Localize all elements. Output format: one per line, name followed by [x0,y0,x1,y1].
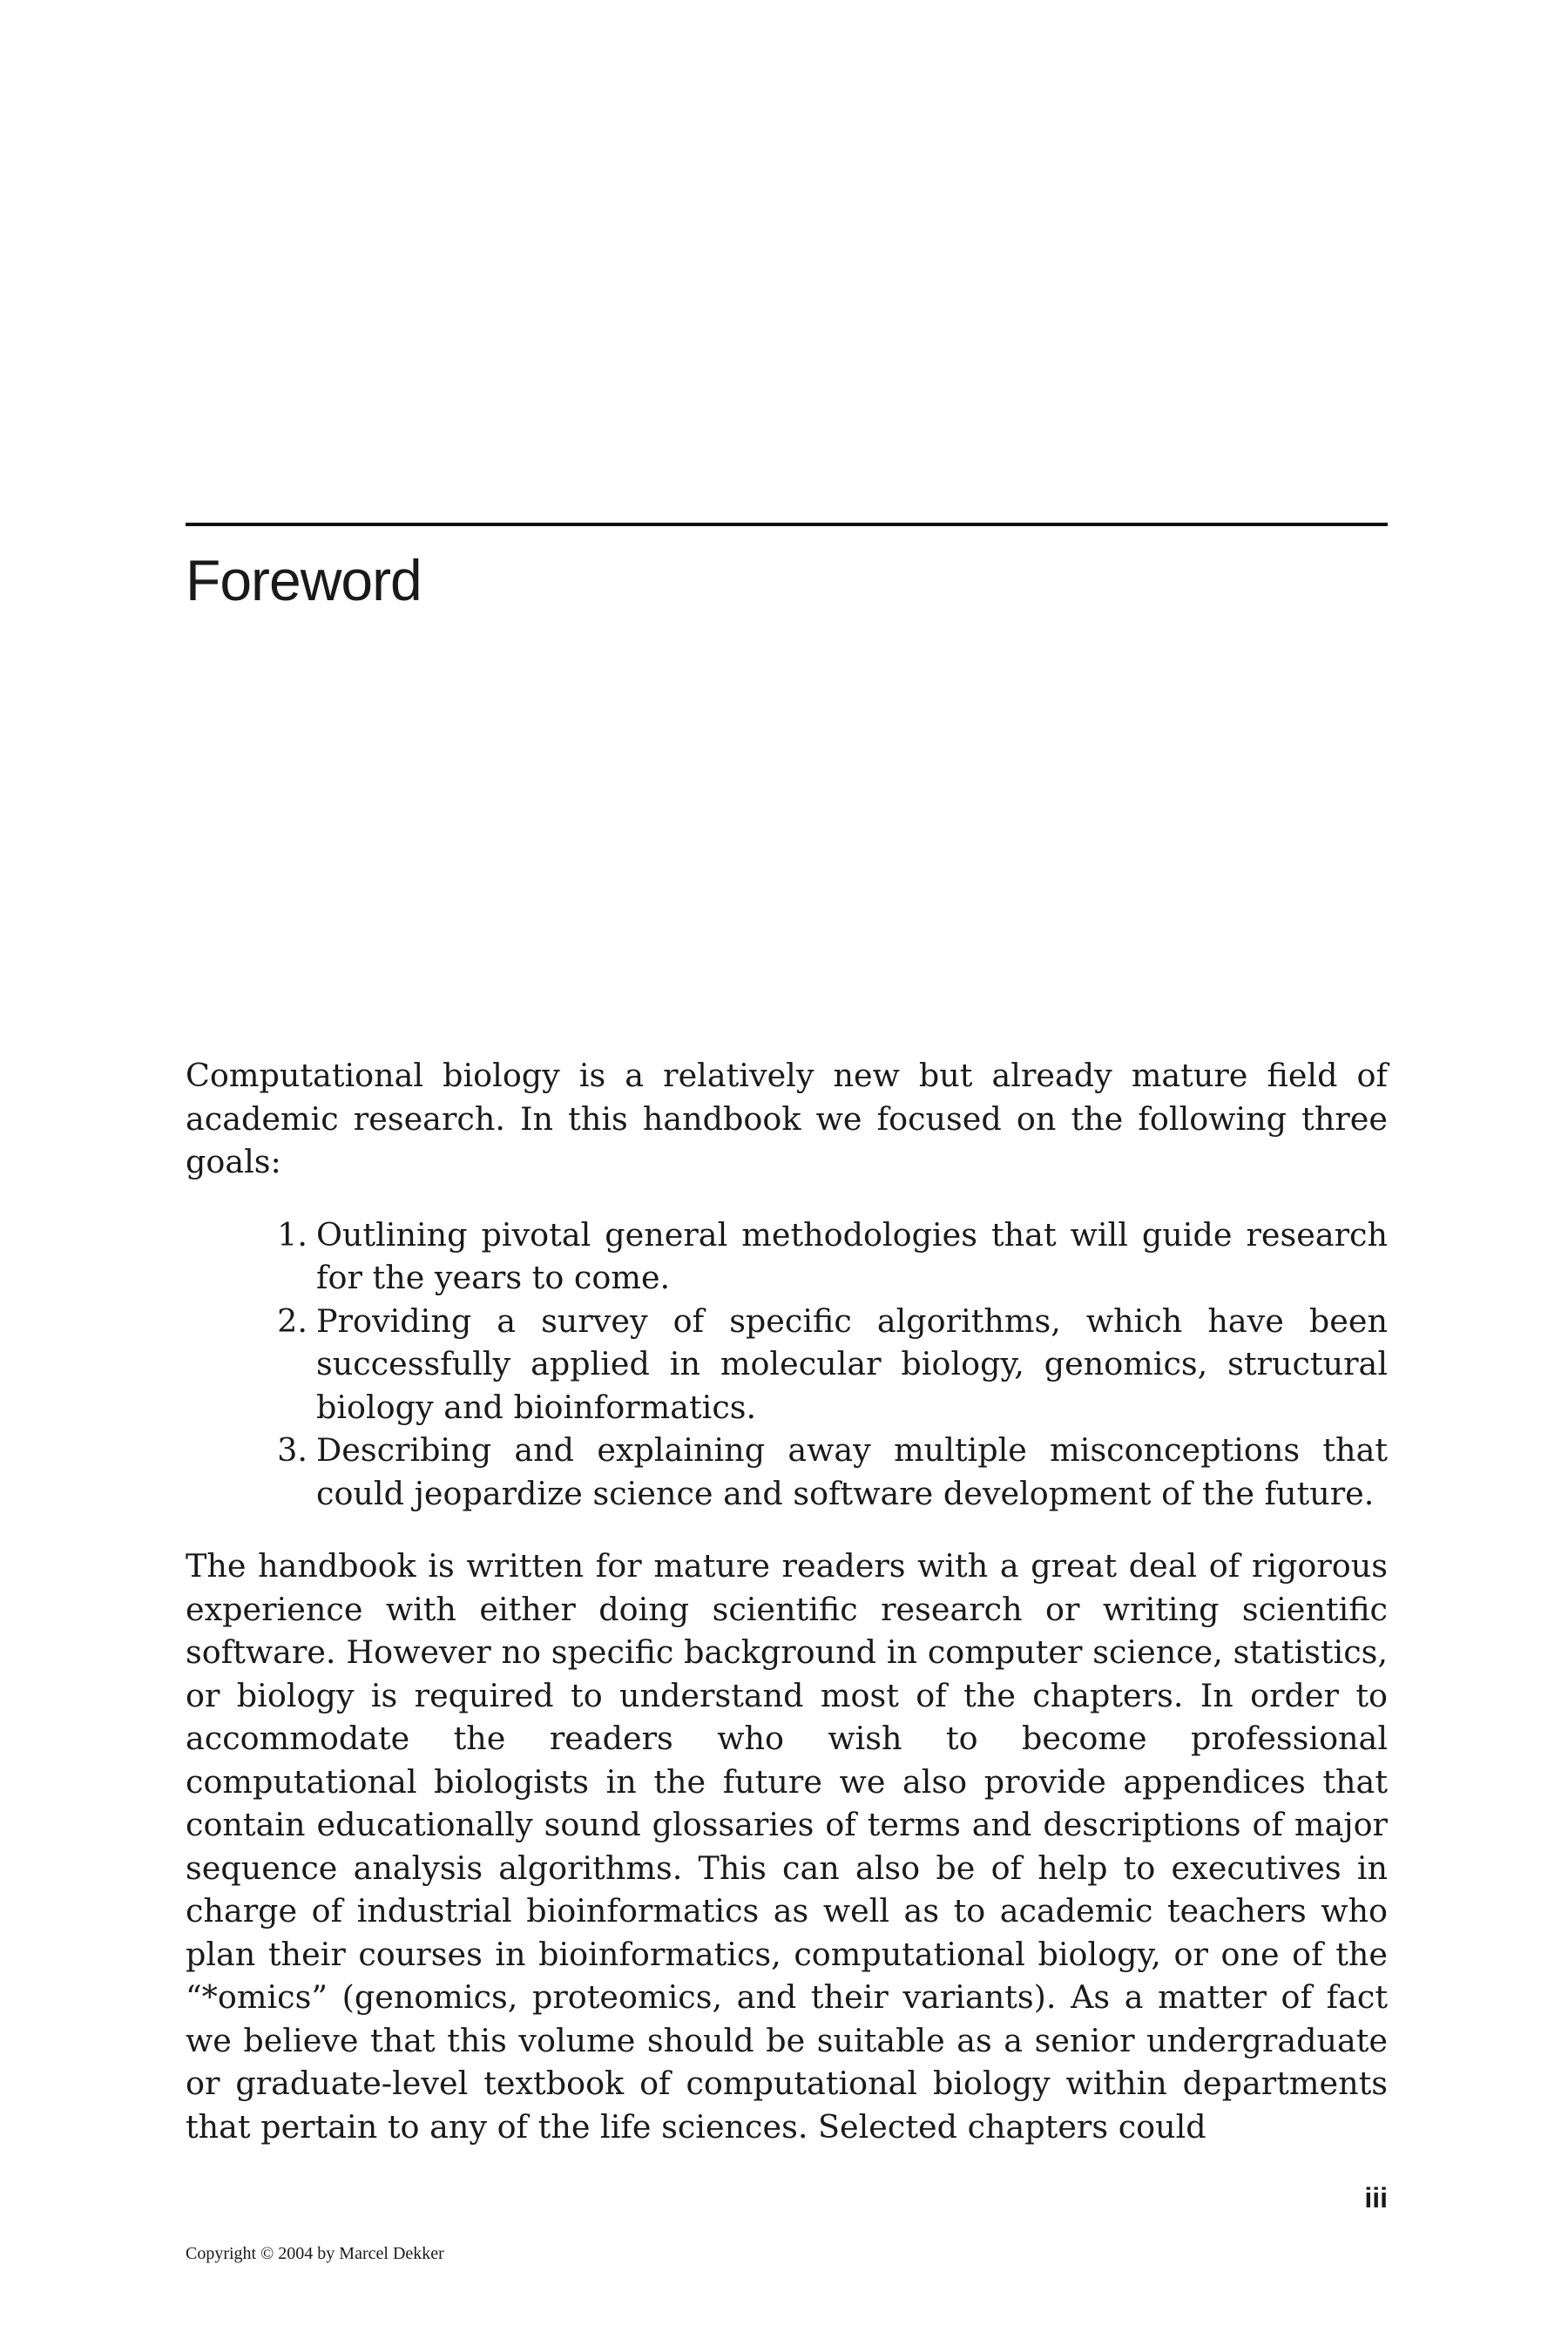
page-number: iii [1364,2182,1388,2213]
list-item-number: 3. [277,1431,308,1469]
list-item-text: Providing a survey of specific algorithms, which have been successfully applied in molecular biology, genomics, structural biology and bioinformatics. [316,1301,1388,1426]
list-item [186,1429,1388,1515]
list-item-text: Outlining pivotal general methodologies that will guide research for the years to come. [316,1215,1388,1296]
goals-list [186,1213,1388,1516]
list-item-number: 2. [277,1301,308,1340]
list-item-text: Describing and explaining away multiple misconceptions that could jeopardize science and software development of the future. [316,1431,1388,1512]
main-paragraph: The handbook is written for mature readers with a great deal of rigorous experience with either doing scientific research or writing scientific software. However no specific background in computer science, statistics, or biology is required to understand most of the chapters. In order to accommodate the readers who wish to become professional computational biologists in the future we also provide appendices that contain educationally sound glossaries of terms and descriptions of major sequence analysis algorithms. This can also be of help to executives in charge of industrial bioinformatics as well as to academic teachers who plan their courses in bioinformatics, computational biology, or one of the “*omics” (genomics, proteomics, and their variants). As a matter of fact we believe that this volume should be suitable as a senior undergraduate or graduate-level textbook of computational biology within departments that pertain to any of the life sciences. Selected chapters could [186,1547,1388,2146]
list-item [186,1213,1388,1300]
list-item [186,1300,1388,1429]
foreword-body [186,1054,1388,2148]
copyright-notice: Copyright © 2004 by Marcel Dekker [186,2244,444,2263]
list-item-number: 1. [277,1215,308,1254]
chapter-rule [186,523,1388,526]
intro-paragraph: Computational biology is a relatively new but already mature field of academic research. In this handbook we focused on the following three goals: [186,1057,1388,1180]
chapter-title: Foreword [186,548,422,612]
